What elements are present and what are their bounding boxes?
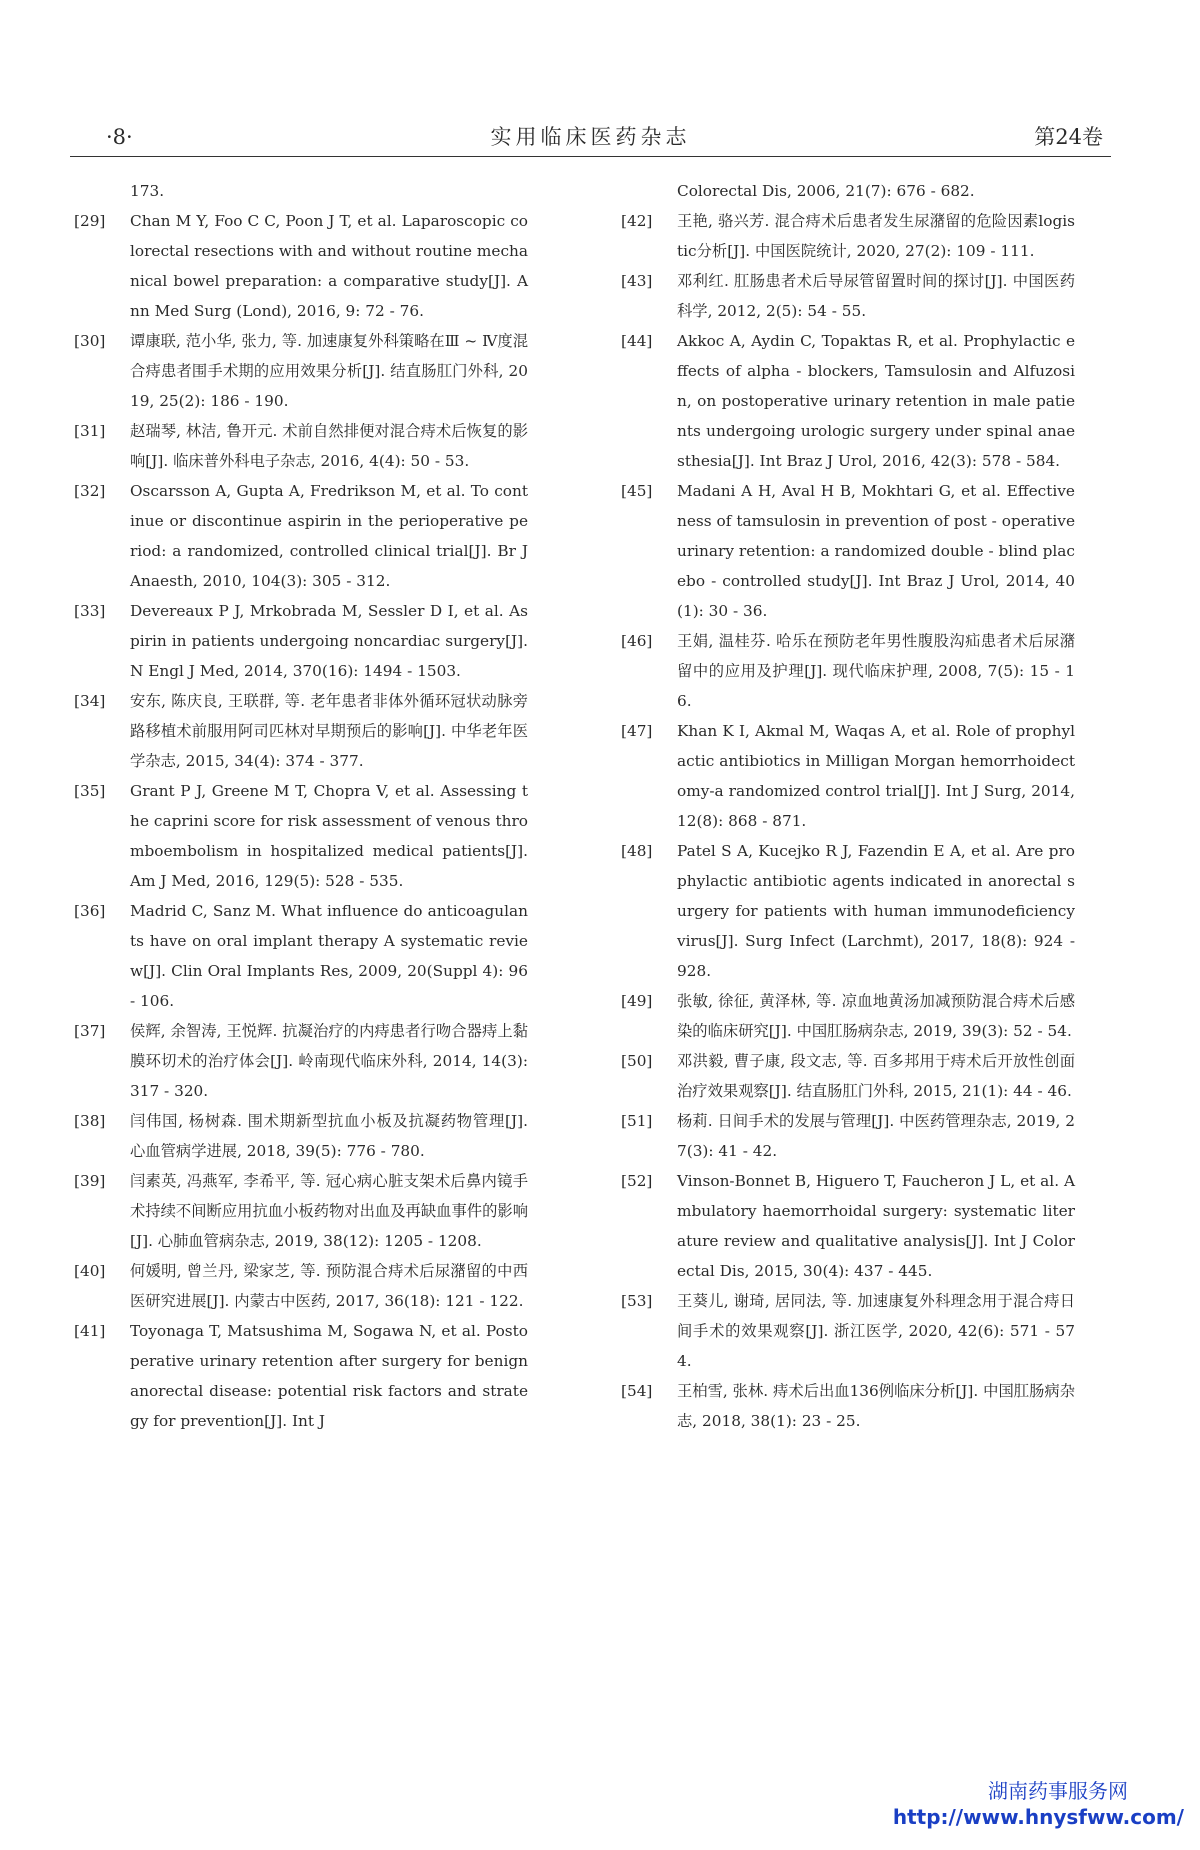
reference-text: 王艳, 骆兴芳. 混合痔术后患者发生尿潴留的危险因素logistic分析[J]. 中国医院统计, 2020, 27(2): 109 - 111. (677, 212, 1075, 260)
watermark-url[interactable]: http://www.hnysfww.com/ (892, 1805, 1184, 1829)
reference-text: Madani A H, Aval H B, Mokhtari G, et al. Effectiveness of tamsulosin in prevention of post - operative urinary retention: a randomized double - blind placebo - controlled study[J]. Int Braz J Urol, 2014, 40(1): 30 - 36. (677, 482, 1075, 620)
reference-text: Akkoc A, Aydin C, Topaktas R, et al. Prophylactic effects of alpha - blockers, Tamsulosin and Alfuzosin, on postoperative urinary retention in male patients undergoing urologic surgery under spinal anaesthesia[J]. Int Braz J Urol, 2016, 42(3): 578 - 584. (677, 332, 1075, 470)
reference-number: [45] (621, 482, 653, 500)
reference-text: 王葵儿, 谢琦, 居同法, 等. 加速康复外科理念用于混合痔日间手术的效果观察[J]. 浙江医学, 2020, 42(6): 571 - 574. (677, 1292, 1075, 1370)
reference-text: 王娟, 温桂芬. 哈乐在预防老年男性腹股沟疝患者术后尿潴留中的应用及护理[J]. 现代临床护理, 2008, 7(5): 15 - 16. (677, 632, 1075, 710)
reference-text: 闫伟国, 杨树森. 围术期新型抗血小板及抗凝药物管理[J]. 心血管病学进展, 2018, 39(5): 776 - 780. (130, 1112, 528, 1160)
reference-item (70, 1256, 528, 1316)
reference-number: [38] (74, 1112, 106, 1130)
reference-number: [44] (621, 332, 653, 350)
reference-item (70, 896, 528, 1016)
reference-item (70, 1166, 528, 1256)
reference-item (70, 776, 528, 896)
reference-number: [34] (74, 692, 106, 710)
journal-title: 实用临床医药杂志 (490, 125, 691, 149)
reference-item (70, 1016, 528, 1106)
reference-list-left (70, 206, 528, 1436)
reference-text: 赵瑞琴, 林洁, 鲁开元. 术前自然排便对混合痔术后恢复的影响[J]. 临床普外科电子杂志, 2016, 4(4): 50 - 53. (130, 422, 528, 470)
right-reference-column (617, 176, 1075, 1436)
page-number: ·8· (106, 125, 133, 149)
reference-number: [48] (621, 842, 653, 860)
reference-number: [33] (74, 602, 106, 620)
reference-text: Patel S A, Kucejko R J, Fazendin E A, et al. Are prophylactic antibiotic agents indicated in anorectal surgery for patients with human immunodeficiency virus[J]. Surg Infect (Larchmt), 2017, 18(8): 924 - 928. (677, 842, 1075, 980)
reference-item (70, 206, 528, 326)
reference-number: [54] (621, 1382, 653, 1400)
reference-number: [36] (74, 902, 106, 920)
reference-text: 安东, 陈庆良, 王联群, 等. 老年患者非体外循环冠状动脉旁路移植术前服用阿司匹林对早期预后的影响[J]. 中华老年医学杂志, 2015, 34(4): 374 - 377. (130, 692, 528, 770)
reference-text: 张敏, 徐征, 黄泽林, 等. 凉血地黄汤加减预防混合痔术后感染的临床研究[J]. 中国肛肠病杂志, 2019, 39(3): 52 - 54. (677, 992, 1075, 1040)
reference-item (617, 1046, 1075, 1106)
reference-number: [52] (621, 1172, 653, 1190)
reference-number: [40] (74, 1262, 106, 1280)
reference-item (617, 326, 1075, 476)
reference-number: [47] (621, 722, 653, 740)
reference-item (617, 1286, 1075, 1376)
reference-number: [43] (621, 272, 653, 290)
reference-text: Oscarsson A, Gupta A, Fredrikson M, et al. To continue or discontinue aspirin in the perioperative period: a randomized, controlled clinical trial[J]. Br J Anaesth, 2010, 104(3): 305 - 312. (130, 482, 528, 590)
reference-number: [30] (74, 332, 106, 350)
reference-number: [41] (74, 1322, 106, 1340)
watermark-site-name: 湖南药事服务网 (988, 1779, 1128, 1803)
left-reference-column (70, 176, 528, 1436)
reference-text: 邓利红. 肛肠患者术后导尿管留置时间的探讨[J]. 中国医药科学, 2012, 2(5): 54 - 55. (677, 272, 1075, 320)
reference-number: [46] (621, 632, 653, 650)
reference-number: [39] (74, 1172, 106, 1190)
reference-item (617, 1376, 1075, 1436)
reference-text: 杨莉. 日间手术的发展与管理[J]. 中医药管理杂志, 2019, 27(3): 41 - 42. (677, 1112, 1075, 1160)
reference-number: [50] (621, 1052, 653, 1070)
reference-item (70, 476, 528, 596)
reference-number: [42] (621, 212, 653, 230)
reference-item (70, 1316, 528, 1436)
reference-item (617, 836, 1075, 986)
site-watermark (860, 1778, 1190, 1830)
reference-text: 邓洪毅, 曹子康, 段文志, 等. 百多邦用于痔术后开放性创面治疗效果观察[J]. 结直肠肛门外科, 2015, 21(1): 44 - 46. (677, 1052, 1075, 1100)
reference-item (70, 416, 528, 476)
reference-item (617, 266, 1075, 326)
reference-text: Grant P J, Greene M T, Chopra V, et al. Assessing the caprini score for risk assessment of venous thromboembolism in hospitalized medical patients[J]. Am J Med, 2016, 129(5): 528 - 535. (130, 782, 528, 890)
reference-number: [31] (74, 422, 106, 440)
reference-text: Madrid C, Sanz M. What influence do anticoagulants have on oral implant therapy A systematic review[J]. Clin Oral Implants Res, 2009, 20(Suppl 4): 96 - 106. (130, 902, 528, 1010)
reference-text: 侯辉, 余智涛, 王悦辉. 抗凝治疗的内痔患者行吻合器痔上黏膜环切术的治疗体会[J]. 岭南现代临床外科, 2014, 14(3): 317 - 320. (130, 1022, 528, 1100)
reference-number: [37] (74, 1022, 106, 1040)
reference-number: [49] (621, 992, 653, 1010)
reference-item (617, 206, 1075, 266)
reference-text: 谭康联, 范小华, 张力, 等. 加速康复外科策略在Ⅲ ~ Ⅳ度混合痔患者围手术期的应用效果分析[J]. 结直肠肛门外科, 2019, 25(2): 186 - 190. (130, 332, 528, 410)
reference-number: [29] (74, 212, 106, 230)
reference-number: [35] (74, 782, 106, 800)
reference-item (70, 596, 528, 686)
reference-text: 何媛明, 曾兰丹, 梁家芝, 等. 预防混合痔术后尿潴留的中西医研究进展[J]. 内蒙古中医药, 2017, 36(18): 121 - 122. (130, 1262, 528, 1310)
reference-number: [32] (74, 482, 106, 500)
reference-item (70, 326, 528, 416)
reference-text: Devereaux P J, Mrkobrada M, Sessler D I, et al. Aspirin in patients undergoing noncardiac surgery[J]. N Engl J Med, 2014, 370(16): 1494 - 1503. (130, 602, 528, 680)
reference-item (617, 986, 1075, 1046)
reference-list-right (617, 206, 1075, 1436)
reference-item (617, 626, 1075, 716)
reference-continuation: Colorectal Dis, 2006, 21(7): 676 - 682. (677, 182, 975, 200)
reference-text: Toyonaga T, Matsushima M, Sogawa N, et al. Postoperative urinary retention after surgery for benign anorectal disease: potential risk factors and strategy for prevention[J]. Int J (130, 1322, 528, 1430)
reference-text: 闫素英, 冯燕军, 李希平, 等. 冠心病心脏支架术后鼻内镜手术持续不间断应用抗血小板药物对出血及再缺血事件的影响[J]. 心肺血管病杂志, 2019, 38(12): 1205 - 1208. (130, 1172, 528, 1250)
reference-item (617, 476, 1075, 626)
volume-label: 第24卷 (1034, 125, 1103, 149)
reference-text: Khan K I, Akmal M, Waqas A, et al. Role of prophylactic antibiotics in Milligan Morgan hemorrhoidectomy-a randomized control trial[J]. Int J Surg, 2014, 12(8): 868 - 871. (677, 722, 1075, 830)
reference-item (617, 716, 1075, 836)
reference-item (617, 1106, 1075, 1166)
reference-text: 王柏雪, 张林. 痔术后出血136例临床分析[J]. 中国肛肠病杂志, 2018, 38(1): 23 - 25. (677, 1382, 1075, 1430)
reference-item (617, 1166, 1075, 1286)
reference-text: Vinson-Bonnet B, Higuero T, Faucheron J L, et al. Ambulatory haemorrhoidal surgery: systematic literature review and qualitative analysis[J]. Int J Colorectal Dis, 2015, 30(4): 437 - 445. (677, 1172, 1075, 1280)
reference-item (70, 686, 528, 776)
reference-text: Chan M Y, Foo C C, Poon J T, et al. Laparoscopic colorectal resections with and without routine mechanical bowel preparation: a comparative study[J]. Ann Med Surg (Lond), 2016, 9: 72 - 76. (130, 212, 528, 320)
reference-number: [51] (621, 1112, 653, 1130)
reference-number: [53] (621, 1292, 653, 1310)
reference-item (70, 1106, 528, 1166)
page-header (70, 122, 1111, 157)
reference-continuation: 173. (130, 182, 165, 200)
